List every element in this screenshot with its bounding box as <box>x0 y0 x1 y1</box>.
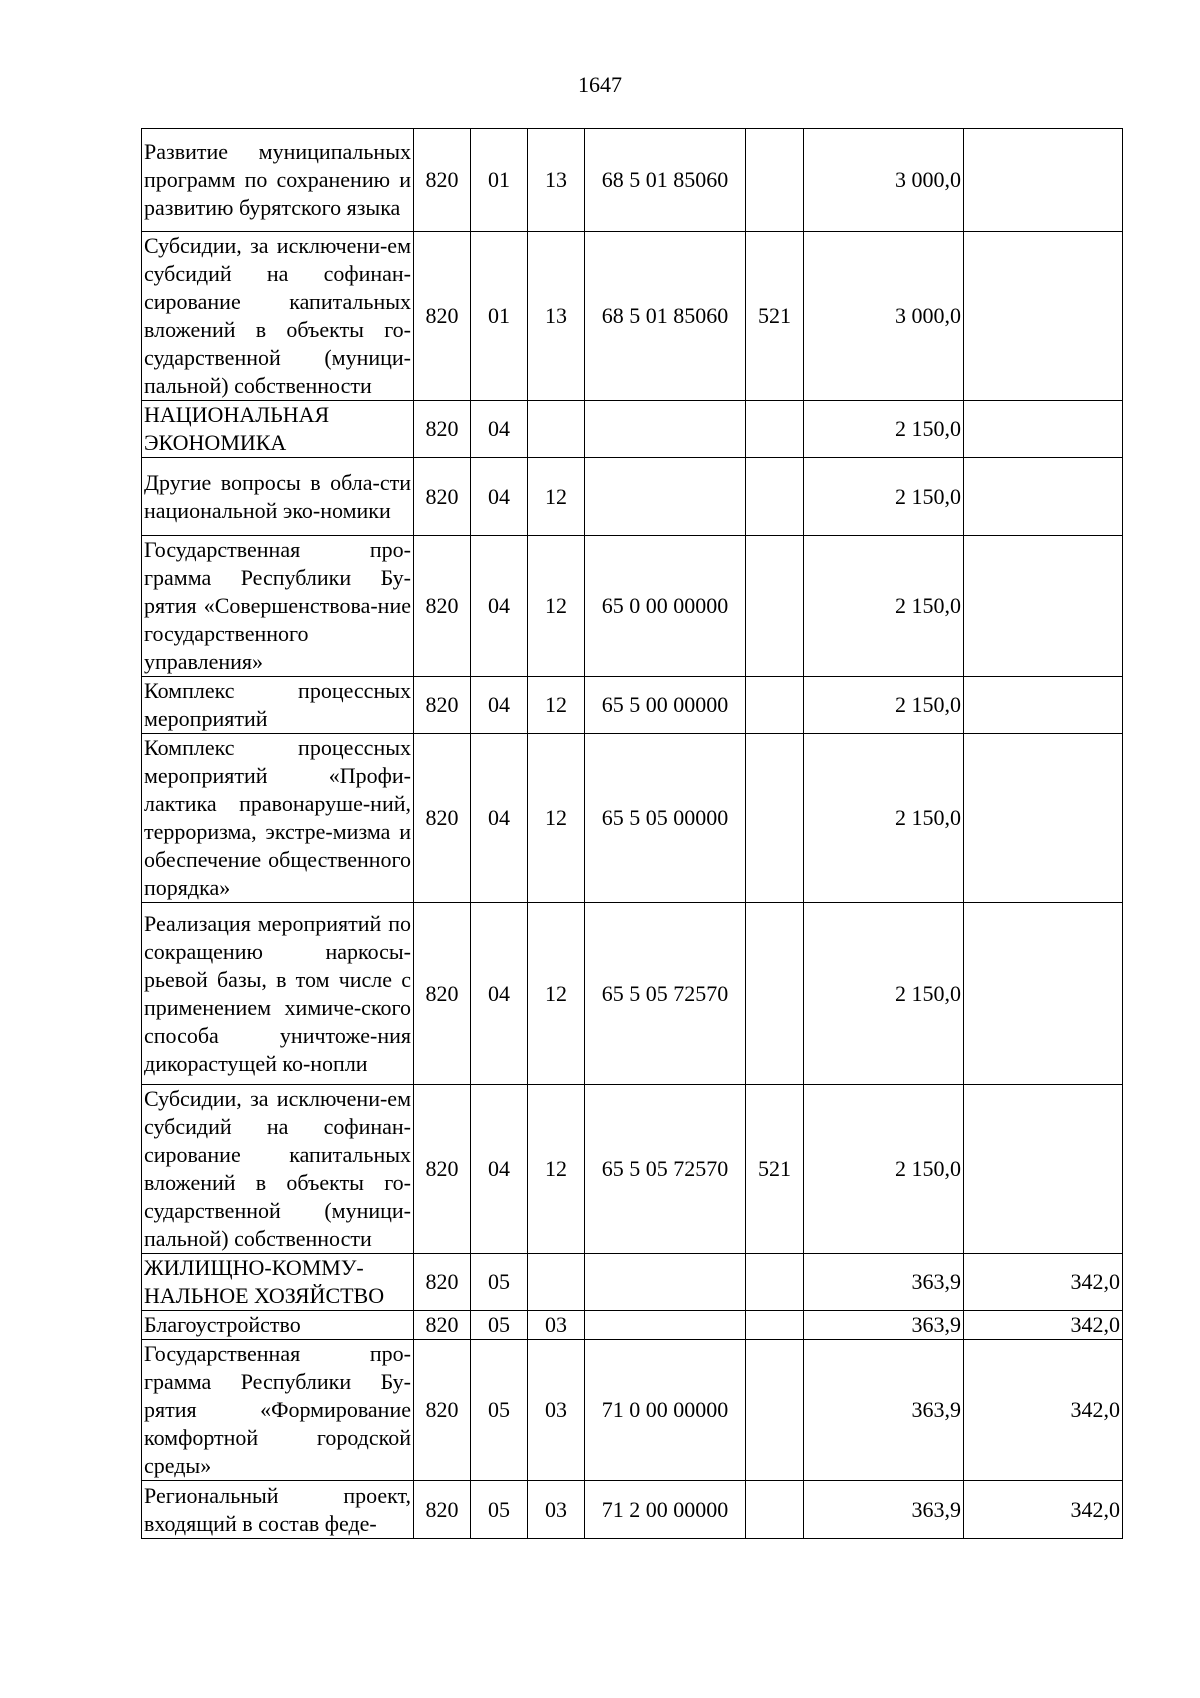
row-expense-type: 521 <box>746 232 804 401</box>
row-subsection <box>528 1254 585 1311</box>
row-target-article: 71 2 00 00000 <box>585 1481 746 1539</box>
row-target-article: 71 0 00 00000 <box>585 1340 746 1481</box>
row-sum-2: 342,0 <box>964 1340 1123 1481</box>
row-section: 05 <box>471 1254 528 1311</box>
row-expense-type <box>746 458 804 536</box>
row-grbs: 820 <box>414 536 471 677</box>
row-grbs: 820 <box>414 1311 471 1340</box>
row-grbs: 820 <box>414 1254 471 1311</box>
row-sum-1: 2 150,0 <box>804 903 964 1085</box>
row-section: 01 <box>471 129 528 232</box>
row-expense-type <box>746 903 804 1085</box>
row-name: Субсидии, за исключени-ем субсидий на софинан-сирование капитальных вложений в объекты го-сударственной (муници-пальной) собственности <box>142 232 414 401</box>
table-row <box>142 1340 1123 1481</box>
row-sum-2 <box>964 129 1123 232</box>
row-sum-1: 3 000,0 <box>804 232 964 401</box>
row-expense-type <box>746 401 804 458</box>
row-expense-type <box>746 1311 804 1340</box>
table-row <box>142 401 1123 458</box>
row-sum-2 <box>964 677 1123 734</box>
row-sum-2: 342,0 <box>964 1481 1123 1539</box>
table-row <box>142 677 1123 734</box>
row-name: Благоустройство <box>142 1311 414 1340</box>
row-grbs: 820 <box>414 401 471 458</box>
row-expense-type <box>746 1254 804 1311</box>
table-row <box>142 536 1123 677</box>
row-sum-2 <box>964 903 1123 1085</box>
table-row <box>142 129 1123 232</box>
row-sum-1: 2 150,0 <box>804 1085 964 1254</box>
row-sum-1: 2 150,0 <box>804 677 964 734</box>
row-section: 04 <box>471 903 528 1085</box>
row-sum-1: 2 150,0 <box>804 536 964 677</box>
row-target-article: 65 0 00 00000 <box>585 536 746 677</box>
row-sum-2 <box>964 734 1123 903</box>
row-sum-1: 2 150,0 <box>804 734 964 903</box>
row-section: 04 <box>471 458 528 536</box>
page-number: 1647 <box>578 72 622 97</box>
row-target-article: 65 5 05 72570 <box>585 1085 746 1254</box>
row-section: 05 <box>471 1311 528 1340</box>
row-target-article <box>585 458 746 536</box>
row-subsection: 12 <box>528 734 585 903</box>
table-row <box>142 458 1123 536</box>
row-subsection: 12 <box>528 677 585 734</box>
table-row <box>142 903 1123 1085</box>
row-sum-1: 363,9 <box>804 1254 964 1311</box>
row-grbs: 820 <box>414 1481 471 1539</box>
row-grbs: 820 <box>414 903 471 1085</box>
row-sum-2 <box>964 401 1123 458</box>
row-sum-1: 363,9 <box>804 1481 964 1539</box>
table-row <box>142 1311 1123 1340</box>
row-target-article: 65 5 00 00000 <box>585 677 746 734</box>
row-section: 01 <box>471 232 528 401</box>
row-subsection: 12 <box>528 458 585 536</box>
row-grbs: 820 <box>414 1085 471 1254</box>
row-name: Субсидии, за исключени-ем субсидий на софинан-сирование капитальных вложений в объекты го-сударственной (муници-пальной) собственности <box>142 1085 414 1254</box>
row-section: 04 <box>471 1085 528 1254</box>
budget-table <box>141 128 1123 1539</box>
row-section: 05 <box>471 1340 528 1481</box>
row-section: 05 <box>471 1481 528 1539</box>
row-name: ЖИЛИЩНО-КОММУ-НАЛЬНОЕ ХОЗЯЙСТВО <box>142 1254 414 1311</box>
row-sum-2: 342,0 <box>964 1311 1123 1340</box>
row-section: 04 <box>471 677 528 734</box>
row-sum-2 <box>964 232 1123 401</box>
row-grbs: 820 <box>414 677 471 734</box>
table-row <box>142 1254 1123 1311</box>
row-subsection: 12 <box>528 903 585 1085</box>
row-subsection: 12 <box>528 1085 585 1254</box>
row-name: НАЦИОНАЛЬНАЯ ЭКОНОМИКА <box>142 401 414 458</box>
row-grbs: 820 <box>414 734 471 903</box>
row-grbs: 820 <box>414 232 471 401</box>
row-name: Развитие муниципальных программ по сохранению и развитию бурятского языка <box>142 129 414 232</box>
row-expense-type <box>746 129 804 232</box>
row-sum-2 <box>964 1085 1123 1254</box>
row-expense-type <box>746 677 804 734</box>
row-target-article: 68 5 01 85060 <box>585 232 746 401</box>
row-expense-type: 521 <box>746 1085 804 1254</box>
row-expense-type <box>746 1340 804 1481</box>
row-sum-2 <box>964 536 1123 677</box>
row-subsection: 13 <box>528 232 585 401</box>
row-section: 04 <box>471 401 528 458</box>
table-row <box>142 734 1123 903</box>
row-name: Реализация мероприятий по сокращению наркосы-рьевой базы, в том числе с применением химиче-ского способа уничтоже-ния дикорастущей ко-нопли <box>142 903 414 1085</box>
row-subsection: 12 <box>528 536 585 677</box>
row-target-article <box>585 1311 746 1340</box>
row-sum-1: 2 150,0 <box>804 458 964 536</box>
row-name: Государственная про-грамма Республики Бу-рятия «Совершенствова-ние государственного управления» <box>142 536 414 677</box>
row-sum-1: 2 150,0 <box>804 401 964 458</box>
row-name: Государственная про-грамма Республики Бу-рятия «Формирование комфортной городской среды» <box>142 1340 414 1481</box>
row-name: Комплекс процессных мероприятий <box>142 677 414 734</box>
row-subsection: 03 <box>528 1340 585 1481</box>
row-target-article: 65 5 05 72570 <box>585 903 746 1085</box>
table-row <box>142 1481 1123 1539</box>
row-sum-1: 363,9 <box>804 1311 964 1340</box>
row-expense-type <box>746 1481 804 1539</box>
row-grbs: 820 <box>414 458 471 536</box>
row-subsection <box>528 401 585 458</box>
row-sum-1: 3 000,0 <box>804 129 964 232</box>
row-name: Другие вопросы в обла-сти национальной эко-номики <box>142 458 414 536</box>
row-section: 04 <box>471 536 528 677</box>
row-subsection: 03 <box>528 1311 585 1340</box>
row-grbs: 820 <box>414 1340 471 1481</box>
row-sum-2: 342,0 <box>964 1254 1123 1311</box>
row-target-article: 68 5 01 85060 <box>585 129 746 232</box>
table-row <box>142 1085 1123 1254</box>
table-row <box>142 232 1123 401</box>
row-expense-type <box>746 734 804 903</box>
row-target-article: 65 5 05 00000 <box>585 734 746 903</box>
row-name: Региональный проект, входящий в состав феде- <box>142 1481 414 1539</box>
row-sum-1: 363,9 <box>804 1340 964 1481</box>
row-sum-2 <box>964 458 1123 536</box>
row-grbs: 820 <box>414 129 471 232</box>
budget-table-body <box>142 129 1123 1539</box>
row-name: Комплекс процессных мероприятий «Профи-лактика правонаруше-ний, терроризма, экстре-мизма и обеспечение общественного порядка» <box>142 734 414 903</box>
row-target-article <box>585 1254 746 1311</box>
row-section: 04 <box>471 734 528 903</box>
row-subsection: 13 <box>528 129 585 232</box>
row-target-article <box>585 401 746 458</box>
row-expense-type <box>746 536 804 677</box>
row-subsection: 03 <box>528 1481 585 1539</box>
